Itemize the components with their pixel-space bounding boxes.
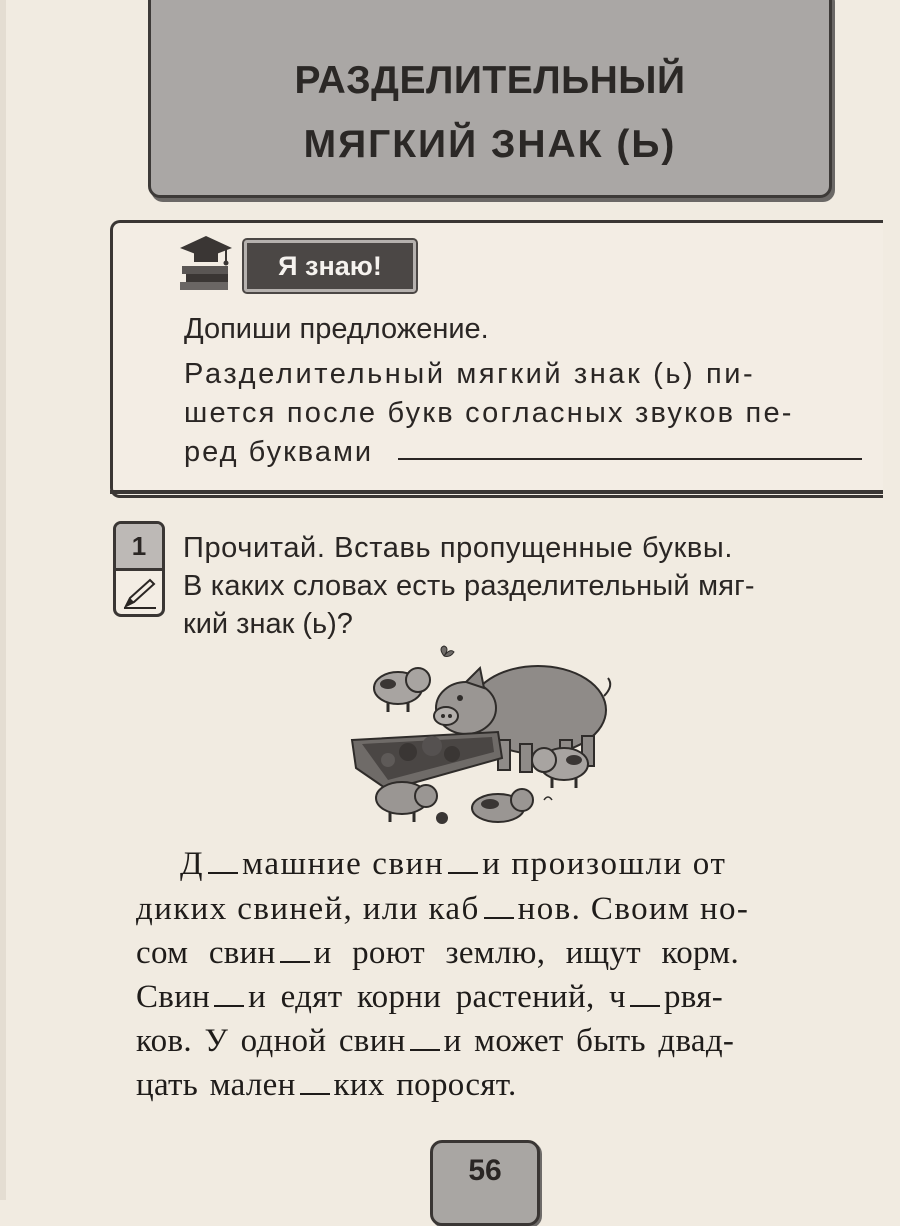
passage-line-1 [180, 846, 726, 883]
title-banner [148, 0, 832, 198]
text-fragment: Д [180, 846, 205, 882]
rule-box-border [110, 490, 883, 494]
rule-line-3: ред буквами [184, 436, 374, 468]
text-fragment: сом свин [136, 935, 276, 971]
pigs-eating-illustration [348, 640, 618, 835]
letter-blank[interactable] [448, 850, 478, 874]
passage-line-4 [136, 979, 723, 1016]
letter-blank[interactable] [214, 983, 244, 1007]
letter-blank[interactable] [630, 983, 660, 1007]
text-fragment: рвя- [663, 979, 723, 1015]
letter-blank[interactable] [484, 895, 514, 919]
rule-line-2: шется после букв согласных звуков пе- [184, 397, 794, 429]
page-number: 56 [430, 1140, 540, 1226]
task-line-3: кий знак (ь)? [183, 608, 353, 640]
text-fragment: и роют землю, ищут корм. [313, 935, 740, 971]
text-fragment: нов. Своим но- [517, 891, 750, 927]
text-fragment: цать мален [136, 1067, 296, 1103]
text-fragment: ков. У одной свин [136, 1023, 406, 1059]
passage-line-3 [136, 935, 739, 972]
passage-line-6 [136, 1067, 517, 1104]
letter-blank[interactable] [300, 1071, 330, 1095]
text-fragment: Свин [136, 979, 211, 1015]
text-fragment: и может быть двад- [443, 1023, 735, 1059]
page-edge [0, 0, 6, 1200]
task-number-box [113, 521, 165, 617]
text-fragment: диких свиней, или каб [136, 891, 480, 927]
letter-blank[interactable] [208, 850, 238, 874]
i-know-badge: Я знаю! [244, 240, 416, 292]
letter-blank[interactable] [280, 939, 310, 963]
task-number: 1 [116, 524, 162, 571]
text-fragment: и едят корни растений, ч [248, 979, 626, 1015]
graduation-cap-books-icon [176, 232, 234, 292]
text-fragment: машние свин [242, 846, 445, 882]
passage-line-5 [136, 1023, 734, 1060]
title-line-2: МЯГКИЙ ЗНАК (Ь) [303, 123, 677, 166]
answer-blank-line[interactable] [398, 458, 862, 460]
letter-blank[interactable] [410, 1027, 440, 1051]
rule-instruction: Допиши предложение. [184, 313, 489, 345]
text-fragment: и произошли от [482, 846, 727, 882]
rule-line-1: Разделительный мягкий знак (ь) пи- [184, 358, 756, 390]
passage-line-2 [136, 891, 749, 928]
title-line-1: РАЗДЕЛИТЕЛЬНЫЙ [294, 59, 686, 102]
pencil-icon [122, 576, 158, 610]
text-fragment: ких поросят. [333, 1067, 517, 1103]
task-line-2: В каких словах есть разделительный мяг- [183, 570, 755, 602]
task-line-1: Прочитай. Вставь пропущенные буквы. [183, 532, 734, 564]
